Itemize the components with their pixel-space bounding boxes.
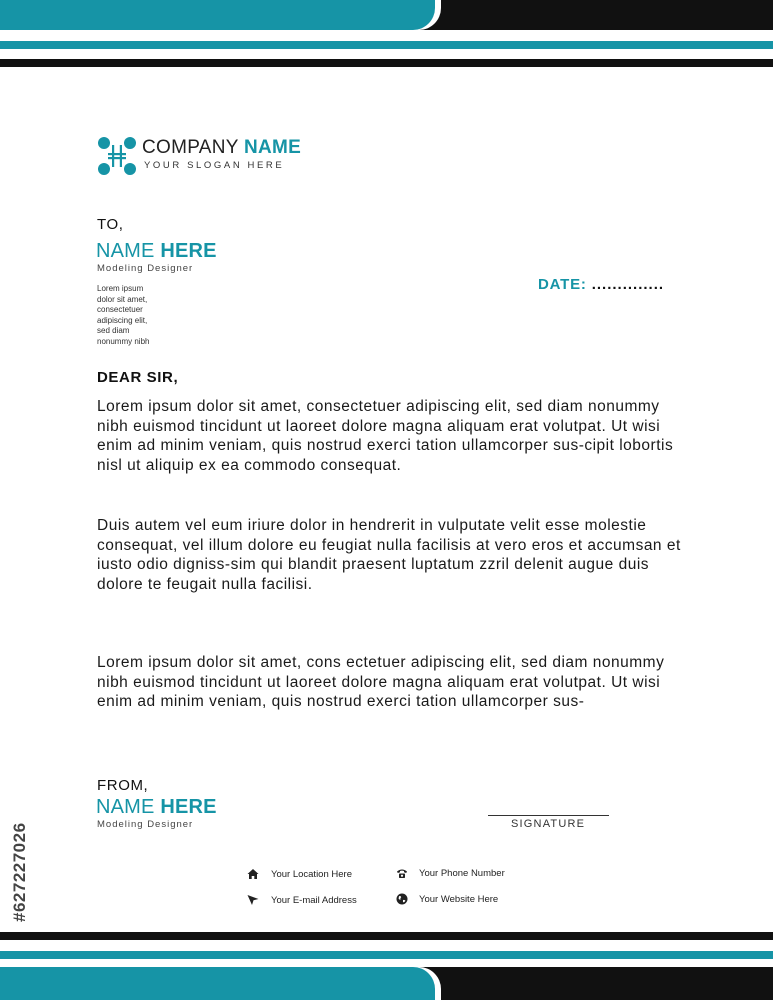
to-label: TO, [97, 216, 124, 233]
header-accent-block [0, 0, 435, 30]
sender-name-first: NAME [96, 796, 155, 818]
sender-name-second: HERE [160, 796, 217, 818]
company-name [142, 137, 301, 159]
address-line: adipiscing elit, [97, 315, 148, 325]
signature-line [488, 815, 609, 816]
recipient-name-first: NAME [96, 240, 155, 262]
recipient-role: Modeling Designer [97, 263, 194, 274]
recipient-address [97, 284, 187, 347]
email-text: Your E-mail Address [271, 895, 357, 906]
sender-role: Modeling Designer [97, 819, 194, 830]
phone-text: Your Phone Number [419, 868, 505, 879]
company-slogan: YOUR SLOGAN HERE [144, 160, 285, 171]
date-value: .............. [591, 276, 665, 293]
address-line: consectetuer [97, 305, 143, 314]
company-name-first: COMPANY [142, 137, 239, 158]
phone-icon [396, 867, 408, 879]
stock-id-text: #627227026 [10, 822, 29, 922]
stock-id-watermark [6, 762, 34, 922]
header-dark-stripe [0, 59, 773, 67]
location-text: Your Location Here [271, 869, 352, 880]
address-line: Lorem ipsum [97, 284, 144, 293]
footer-accent-stripe [0, 951, 773, 959]
body-paragraph-1: Lorem ipsum dolor sit amet, consectetuer adipiscing elit, sed diam nonummy nibh euismod tincidunt ut laoreet dolore magna aliquam erat volutpat. Ut wisi enim ad minim veniam, quis nostrud exerci tation ullamcorper sus-cipit lobortis nisl ut aliquip ex ea commodo consequat. [97, 398, 674, 474]
home-icon [247, 868, 259, 880]
sender-name [96, 796, 217, 819]
address-line: dolor sit amet, [97, 294, 148, 304]
recipient-name [96, 240, 217, 263]
body-paragraph-3: Lorem ipsum dolor sit amet, cons ectetuer adipiscing elit, sed diam nonummy nibh euismod tincidunt ut laoreet dolore magna aliquam erat volutpat. Ut wisi enim ad minim veniam, quis nostrud exerci tation ullamcorper sus- [97, 654, 665, 710]
address-line: sed diam [97, 326, 130, 335]
molecule-logo-icon [97, 136, 137, 176]
from-label: FROM, [97, 777, 149, 794]
date-label: DATE: [538, 276, 587, 293]
date-field [538, 276, 664, 293]
address-line: nonummy nibh [97, 336, 150, 346]
recipient-name-second: HERE [160, 240, 217, 262]
globe-icon [396, 893, 408, 905]
footer-dark-stripe [0, 932, 773, 940]
website-text: Your Website Here [419, 894, 499, 905]
footer-accent-block [0, 967, 435, 1000]
header-accent-stripe [0, 41, 773, 49]
signature-label: SIGNATURE [511, 818, 586, 830]
body-paragraph-2: Duis autem vel eum iriure dolor in hendrerit in vulputate velit esse molestie consequat, vel illum dolore eu feugiat nulla facilisis at vero eros et accumsan et iusto odio digniss-sim qui blandit praesent luptatum zzril delenit augue duis dolore te feugait nulla facilisi. [97, 517, 681, 593]
salutation: DEAR SIR, [97, 369, 179, 386]
send-arrow-icon [247, 894, 259, 906]
company-name-second: NAME [244, 137, 302, 158]
